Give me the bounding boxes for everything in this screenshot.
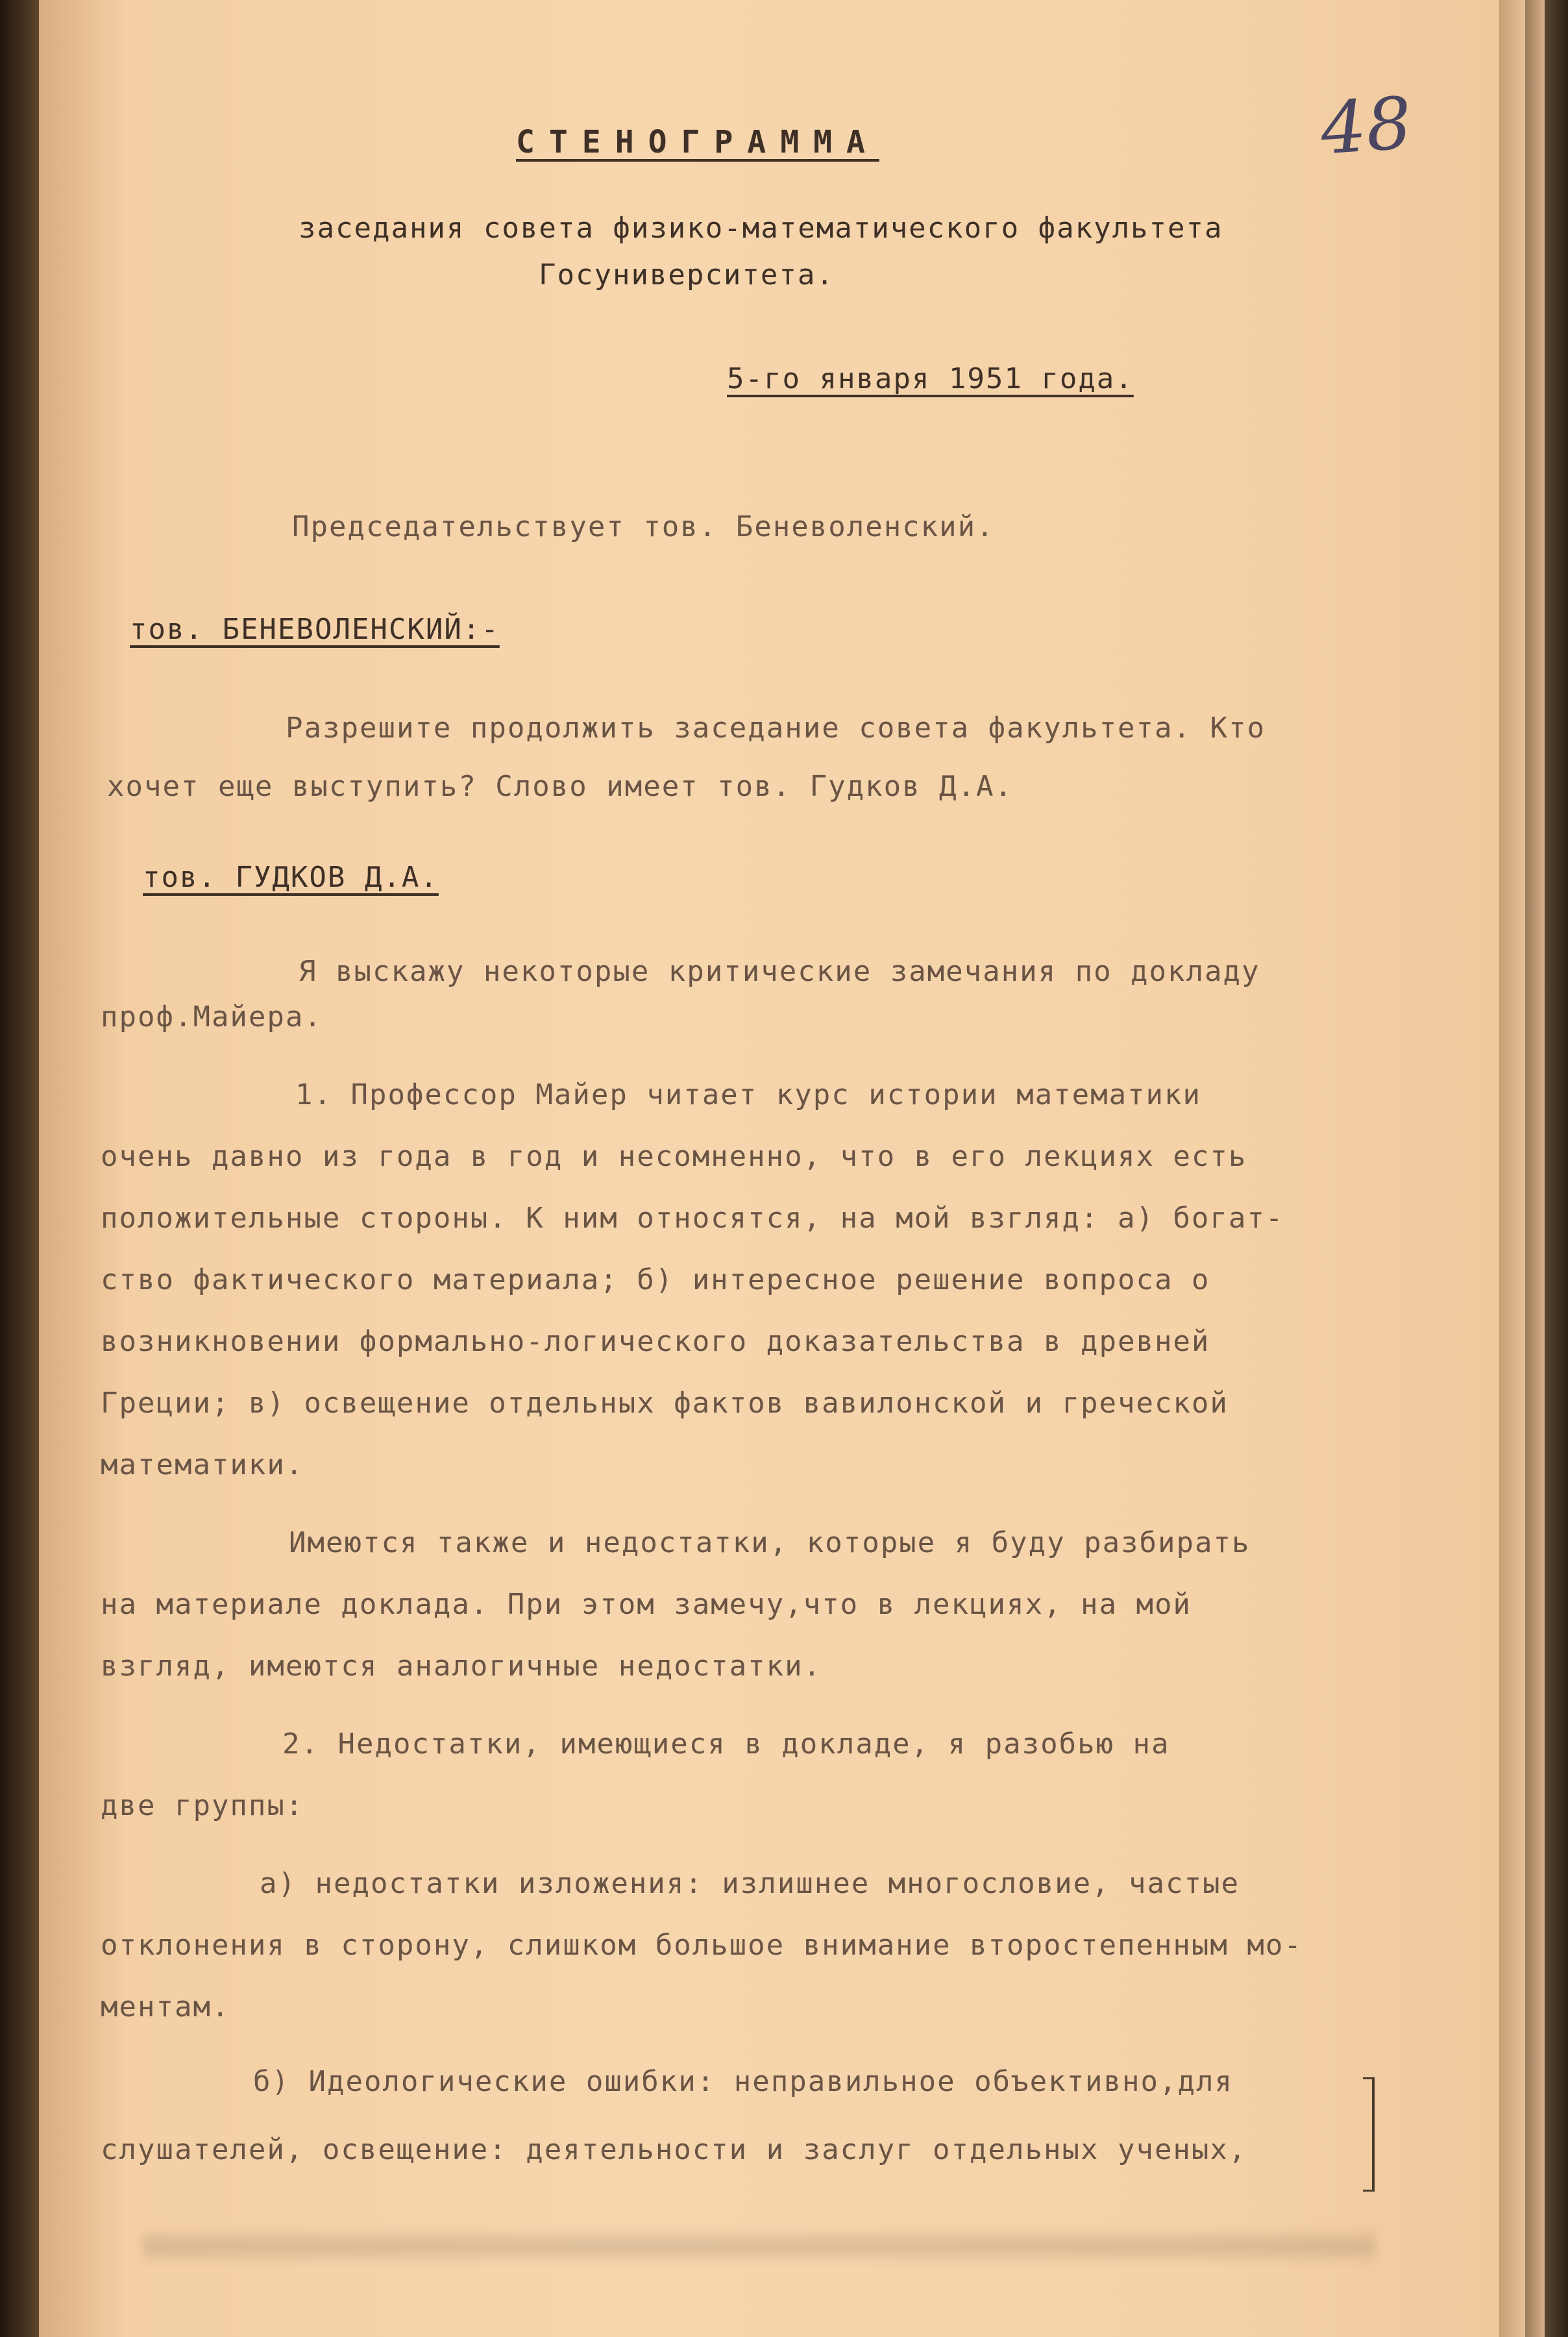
- speech2-line: ство фактического материала; б) интересное решение вопроса о: [101, 1263, 1210, 1296]
- speech2-line: очень давно из года в год и несомненно, что в его лекциях есть: [101, 1140, 1247, 1173]
- page-edge: [1525, 0, 1545, 2337]
- speech2-line: Греции; в) освещение отдельных фактов вавилонской и греческой: [101, 1387, 1229, 1420]
- speech2-line: две группы:: [101, 1789, 304, 1822]
- chair-line: Председательствует тов. Беневоленский.: [292, 510, 995, 543]
- speech2-line: на материале доклада. При этом замечу,что в лекциях, на мой: [101, 1588, 1192, 1621]
- speech2-line: Я выскажу некоторые критические замечания по докладу: [299, 955, 1260, 988]
- speech2-line: Имеются также и недостатки, которые я буду разбирать: [289, 1526, 1251, 1559]
- subtitle-line-1: заседания совета физико-математического факультета: [299, 212, 1223, 245]
- speech1-line: Разрешите продолжить заседание совета факультета. Кто: [286, 711, 1266, 745]
- speech1-line: хочет еще выступить? Слово имеет тов. Гудков Д.А.: [107, 770, 1014, 803]
- subtitle-line-2: Госуниверситета.: [539, 258, 835, 291]
- speech2-line: математики.: [101, 1448, 304, 1481]
- speech2-line: возникновении формально-логического доказательства в древней: [101, 1325, 1210, 1358]
- speech2-line: б) Идеологические ошибки: неправильное объективно,для: [253, 2065, 1233, 2098]
- document-date: 5-го января 1951 года.: [727, 362, 1134, 395]
- speaker-gudkov: тов. ГУДКОВ Д.А.: [143, 861, 439, 894]
- margin-bracket-mark: [1363, 2077, 1375, 2192]
- page-edge: [1545, 0, 1568, 2337]
- speaker-benevolensky: тов. БЕНЕВОЛЕНСКИЙ:-: [130, 613, 500, 646]
- document-page: [39, 0, 1499, 2337]
- speech2-line: 1. Профессор Майер читает курс истории математики: [295, 1078, 1202, 1111]
- document-title: СТЕНОГРАММА: [516, 124, 879, 160]
- speech2-line: отклонения в сторону, слишком большое внимание второстепенным мо-: [101, 1929, 1303, 1962]
- speech2-line: слушателей, освещение: деятельности и заслуг отдельных ученых,: [101, 2133, 1247, 2166]
- folio-number: 48: [1317, 81, 1415, 171]
- speech2-line: 2. Недостатки, имеющиеся в докладе, я разобью на: [282, 1727, 1170, 1761]
- speech2-line: а) недостатки изложения: излишнее многословие, частые: [260, 1867, 1240, 1900]
- speech2-line: положительные стороны. К ним относятся, на мой взгляд: а) богат-: [101, 1202, 1284, 1235]
- speech2-line: ментам.: [101, 1990, 230, 2023]
- speech2-line: проф.Майера.: [101, 1000, 323, 1033]
- speech2-line: взгляд, имеются аналогичные недостатки.: [101, 1650, 822, 1683]
- page-edge: [1499, 0, 1525, 2337]
- faded-text-remnant: [143, 2227, 1376, 2266]
